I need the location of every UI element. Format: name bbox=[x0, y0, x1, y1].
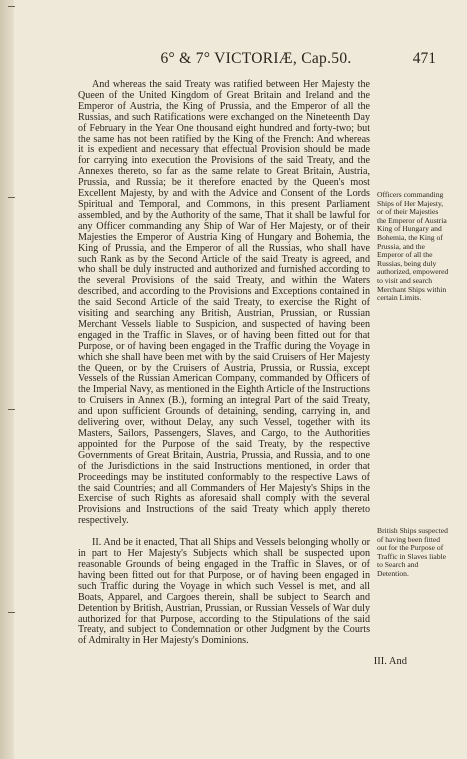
margin-tick bbox=[8, 409, 15, 410]
margin-note-1: Officers commanding Ships of Her Majesty, or of their Majesties the Emperor of Austria King of Hungary and Bohemia, the King of Prussia, and the Emperor of all the Russias, being duly authorized, empowered to visit and search Merchant Ships within certain Limits. bbox=[377, 190, 449, 303]
margin-tick bbox=[8, 6, 15, 7]
margin-tick bbox=[8, 197, 15, 198]
page-gutter bbox=[0, 0, 14, 759]
margin-tick bbox=[8, 612, 15, 613]
page-header bbox=[76, 50, 436, 70]
running-title: 6° & 7° VICTORIÆ, Cap.50. bbox=[160, 50, 352, 67]
margin-note-2: British Ships suspected of having been fitted out for the Purpose of Traffic in Slaves liable to Search and Detention. bbox=[377, 526, 448, 578]
page-number: 471 bbox=[412, 50, 436, 67]
paragraph-1: And whereas the said Treaty was ratified between Her Majesty the Queen of the United Kingdom of Great Britain and Ireland and the Emperor of Austria, the King of Prussia, and the Emperor of all the Russias, and such Ratifications were exchanged on the Nineteenth Day of February in the Year One thousand eight hundred and forty-two; but the same has not been ratified by the King of the French: And whereas it is expedient and necessary that effectual Provision should be made for carrying into execution the Provisions of the said Treaty, and the Annexes thereto, so far as the same relate to Great Britain, Austria, Prussia, and Russia; be it therefore enacted by the Queen's most Excellent Majesty, by and with the Advice and Consent of the Lords Spiritual and Temporal, and Commons, in this present Parliament assembled, and by the Authority of the same, That it shall be lawful for any Officer commanding any Ship of War of Her Majesty, or of their Majesties the Emperor of Austria King of Hungary and Bohemia, the King of Prussia, and the Emperor of all the Russias, who shall have such Rank as by the Second Article of the said Treaty is agreed, and who shall be duly instructed and authorized and furnished according to the several Provisions of the said Treaty, and within the Waters described, and according to the Provisions and Exceptions contained in the said Second Article of the said Treaty, to exercise the Right of visiting and searching any British, Austrian, Prussian, or Russian Merchant Vessels liable to Suspicion, and suspected of having been engaged in the Traffic in Slaves, or of having been fitted out for that Purpose, or of having been engaged in the Traffic during the Voyage in which she shall have been met with by the said Cruisers of Her Majesty the Queen, or by the Cruisers of Austria, Prussia, or Russia, except Vessels of the Russian American Company, commanded by Officers of the Imperial Navy, as mentioned in the Eighth Article of the Instructions to Cruisers in Annex (B.), forming an integral Part of the said Treaty, and upon sufficient Grounds of detaining, sending, carrying in, and delivering over, without Delay, any such Vessel, together with its Masters, Sailors, Passengers, Slaves, and Cargo, to the Authorities appointed for the Purpose of the said Treaty, by the respective Governments of Great Britain, Austria, Prussia, and Russia, and to one of the Jurisdictions in the said Instructions mentioned, in order that Proceedings may be instituted conformably to the respective Laws of the said Countries; and all Commanders of Her Majesty's Ships in the Exercise of such Rights as aforesaid shall comply with the several Provisions and Instructions of the said Treaty which apply thereto respectively. bbox=[78, 79, 370, 527]
catchword: III. And bbox=[373, 656, 407, 667]
paragraph-2: II. And be it enacted, That all Ships and Vessels belonging wholly or in part to Her Majesty's Subjects which shall be suspected upon reasonable Grounds of being engaged in the Traffic in Slaves, or of having been fitted out for that Purpose, or of having been engaged in such Traffic during the Voyage in which such Vessel is met, and all Boats, Apparel, and Cargoes therein, shall be subject to Search and Detention by British, Austrian, Prussian, or Russian Vessels of War duly authorized for that Purpose, according to the Stipulations of the said Treaty, and subject to Condemnation or other Judgment by the Courts of Admiralty in Her Majesty's Dominions. bbox=[78, 537, 370, 647]
body-text bbox=[78, 80, 370, 647]
